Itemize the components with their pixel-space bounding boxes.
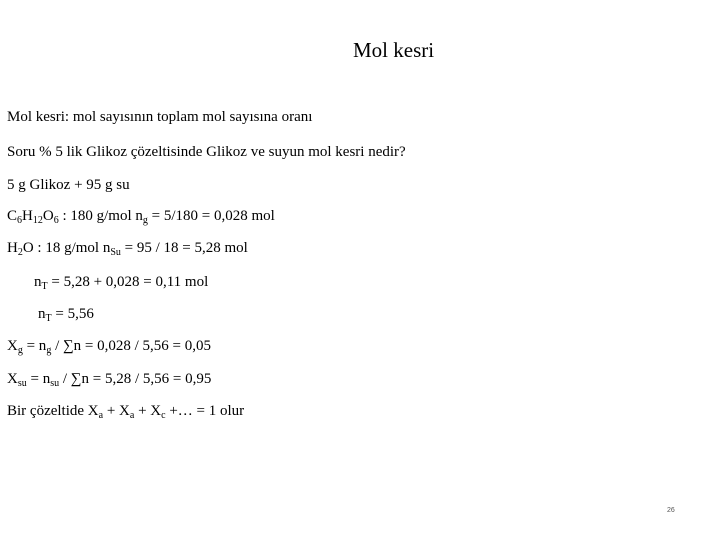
xsu-n-sub: su	[50, 378, 60, 389]
xsu-mid: = n	[26, 371, 51, 387]
slide-title: Mol kesri	[353, 38, 435, 62]
glucose-line	[7, 207, 275, 225]
given-text: 5 g Glikoz + 95 g su	[7, 177, 130, 193]
total-2-calc: = 5,56	[51, 306, 94, 322]
total-1-n: n	[34, 274, 42, 290]
glucose-n-sub: g	[142, 215, 148, 226]
xsu-x-sub: su	[17, 378, 27, 389]
question-text: Soru % 5 lik Glikoz çözeltisinde Glikoz ve suyun mol kesri nedir?	[7, 144, 406, 160]
glucose-h-sub: 12	[32, 215, 43, 226]
sum-plus-2: + X	[134, 403, 162, 419]
sum-prefix: Bir çözeltide X	[7, 403, 99, 419]
glucose-c-sub: 6	[17, 215, 23, 226]
glucose-c: C	[7, 208, 18, 224]
water-line	[7, 239, 248, 257]
water-calc: = 95 / 18 = 5,28 mol	[120, 240, 248, 256]
total-line-2	[38, 305, 94, 323]
total-2-n: n	[38, 306, 46, 322]
glucose-molar-mass: : 180 g/mol n	[58, 208, 143, 224]
xg-n-sub: g	[46, 345, 52, 356]
xsu-line	[7, 370, 211, 388]
glucose-o-sub: 6	[53, 215, 59, 226]
water-h-sub: 2	[17, 247, 23, 258]
water-o-mass: O : 18 g/mol n	[22, 240, 111, 256]
glucose-o: O	[42, 208, 54, 224]
xg-x-sub: g	[17, 345, 23, 356]
water-h: H	[7, 240, 18, 256]
page-number: 26	[667, 507, 675, 514]
xg-line	[7, 337, 211, 355]
xg-calc: / ∑n = 0,028 / 5,56 = 0,05	[51, 338, 212, 354]
water-n-sub: Su	[110, 247, 121, 258]
sum-end: +… = 1 olur	[165, 403, 245, 419]
sum-plus-1: + X	[103, 403, 130, 419]
sum-b-sub: a	[129, 410, 135, 421]
xg-x: X	[7, 338, 18, 354]
xsu-calc: / ∑n = 5,28 / 5,56 = 0,95	[59, 371, 212, 387]
total-1-calc: = 5,28 + 0,028 = 0,11 mol	[47, 274, 209, 290]
glucose-calc: = 5/180 = 0,028 mol	[147, 208, 275, 224]
sum-line	[7, 402, 244, 420]
sum-c-sub: c	[161, 410, 166, 421]
xsu-x: X	[7, 371, 18, 387]
total-2-n-sub: T	[45, 313, 52, 324]
xg-mid: = n	[22, 338, 47, 354]
definition-text: Mol kesri: mol sayısının toplam mol sayısına oranı	[7, 109, 313, 125]
total-1-n-sub: T	[41, 281, 48, 292]
total-line-1	[34, 273, 208, 291]
sum-a-sub: a	[98, 410, 104, 421]
glucose-h: H	[22, 208, 33, 224]
